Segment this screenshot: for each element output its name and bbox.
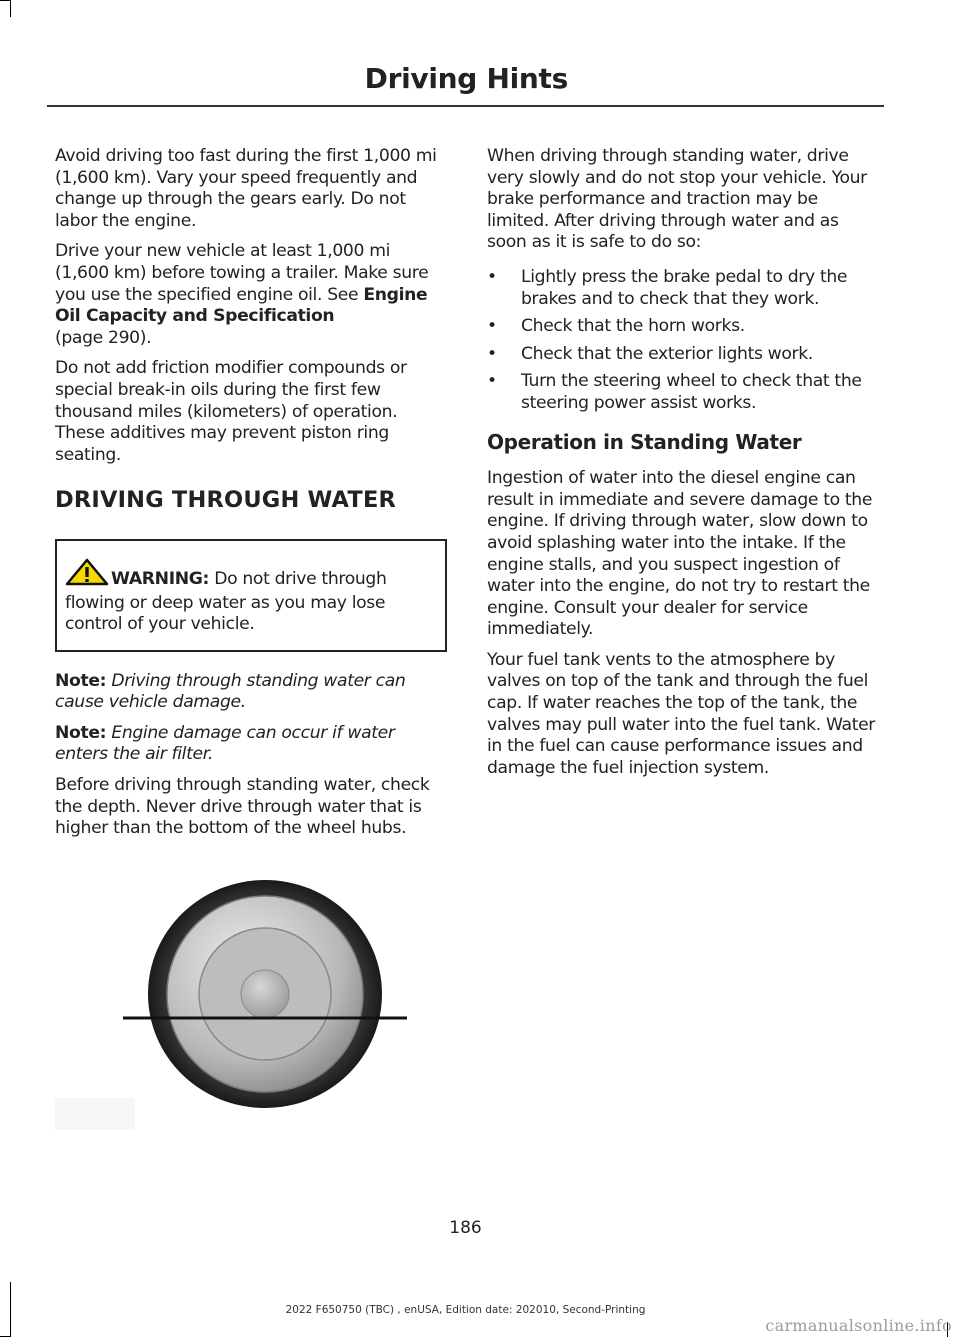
note [55,723,447,766]
bullet-icon: • [487,266,497,287]
subsection-heading: Operation in Standing Water [487,429,802,454]
page-header-title: Driving Hints [364,62,568,95]
cross-reference-link[interactable]: Engine Oil Capacity and Specification [55,284,428,327]
crop-mark [10,0,11,17]
footer-edition-info: 2022 F650750 (TBC) , enUSA, Edition date: 202010, Second-Printing [285,1304,646,1316]
watermark: carmanualsonline.info [765,1316,952,1335]
paragraph-text: Drive your new vehicle at least 1,000 mi (1,600 km) before towing a trailer. Make sure you use the specified engine oil. See [55,241,429,305]
bullet-icon: • [487,371,497,392]
paragraph: Your fuel tank vents to the atmosphere by valves on top of the tank and through the fuel cap. If water reaches the top of the tank, the valves may pull water into the fuel tank. Water in the fuel can cause performance issues and damage the fuel injection system. [487,649,876,778]
section-heading: DRIVING THROUGH WATER [55,487,397,514]
list-item-text: Check that the horn works. [521,316,745,337]
paragraph: Before driving through standing water, check the depth. Never drive through water that is higher than the bottom of the wheel hubs. [55,775,430,839]
header-divider [47,105,884,107]
list-item-text: Turn the steering wheel to check that the steering power assist works. [521,371,862,413]
list-item [487,371,883,414]
list-item-text: Check that the exterior lights work. [521,343,813,364]
warning-label: WARNING: [111,568,210,589]
paragraph: Do not add friction modifier compounds or special break-in oils during the first few thousand miles (kilometers) of operation. These additives may prevent piston ring seating. [55,358,407,465]
list-item [487,344,883,366]
list-item-text: Lightly press the brake pedal to dry the brakes and to check that they work. [521,266,848,309]
crop-mark [0,0,10,1]
note-label: Note: [55,722,107,743]
wheel-hub-illustration [55,870,447,1130]
left-column [55,146,447,849]
right-column [487,146,883,788]
warning-triangle-icon [65,558,109,593]
bullet-icon: • [487,316,497,337]
paragraph: Avoid driving too fast during the first 1,000 mi (1,600 km). Vary your speed frequently and change up through the gears early. Do not labor the engine. [55,146,437,231]
page-number: 186 [449,1218,482,1238]
note-text: Engine damage can occur if water enters the air filter. [55,722,395,765]
list-item [487,316,883,338]
warning-text: Do not drive through flowing or deep water as you may lose control of your vehicle. [65,568,387,635]
paragraph: Ingestion of water into the diesel engine can result in immediate and severe damage to the engine. If driving through water, slow down to avoid splashing water into the intake. If the engine stalls, and you suspect ingestion of water into the engine, do not try to restart the engine. Consult your dealer for service immediately. [487,468,873,640]
note [55,671,447,714]
hub-shape [241,970,289,1018]
warning-box [55,539,447,652]
page-reference: (page 290). [55,327,152,348]
paragraph [55,241,447,349]
note-text: Driving through standing water can cause vehicle damage. [55,670,406,713]
list-item [487,267,883,310]
paragraph: When driving through standing water, drive very slowly and do not stop your vehicle. Your brake performance and traction may be limited. After driving through water and as soon as it is safe to do so: [487,146,867,253]
bullet-icon: • [487,343,497,364]
note-label: Note: [55,670,107,691]
